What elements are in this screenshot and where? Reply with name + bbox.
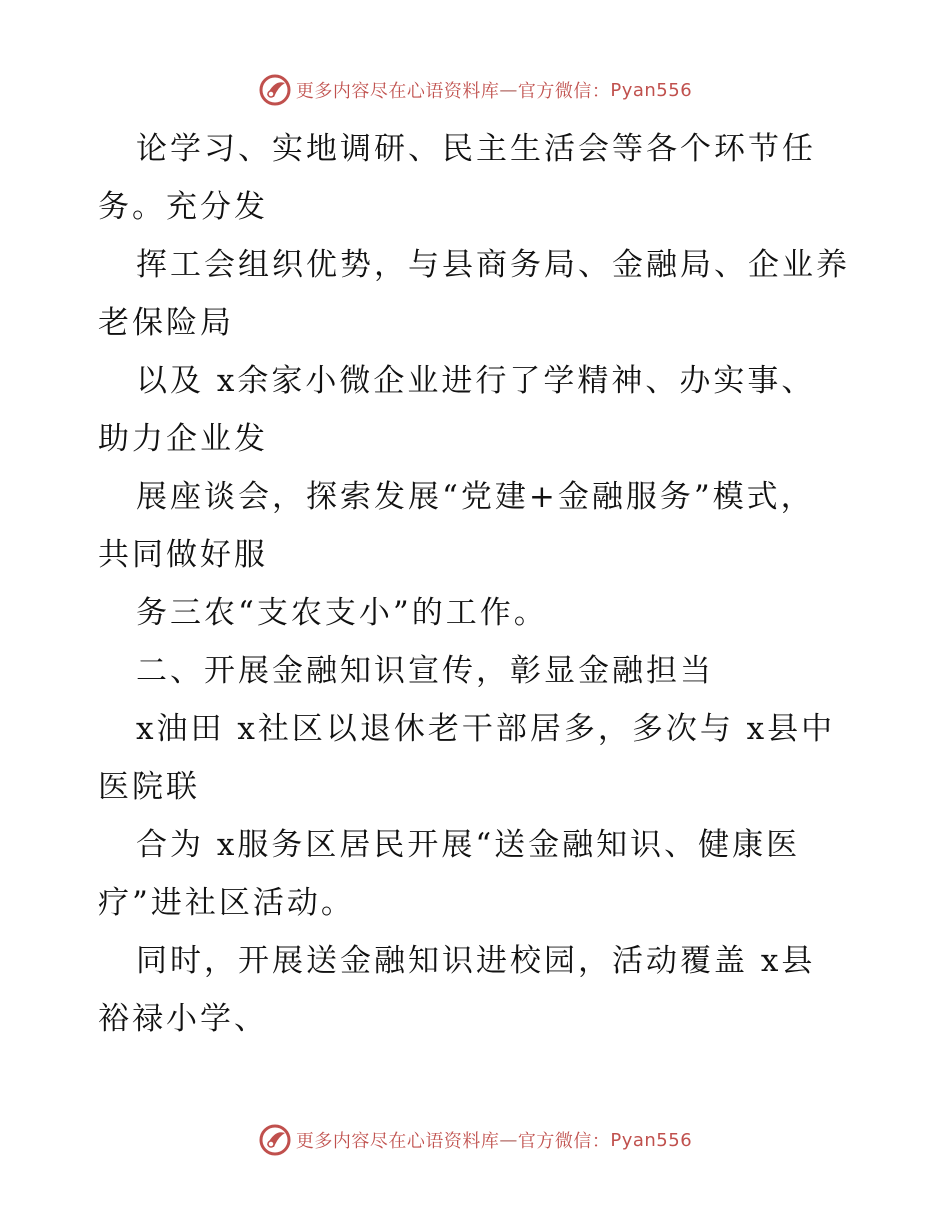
watermark-brand: 更多内容尽在心语资料库	[295, 81, 500, 102]
watermark-separator: —	[499, 79, 518, 101]
brand-logo-icon	[258, 1123, 292, 1157]
watermark-wechat-id: Pyan556	[610, 79, 693, 101]
text-line: 老保险局	[98, 305, 234, 341]
text-line: 以及 x余家小微企业进行了学精神、办实事、	[136, 363, 816, 399]
watermark-separator: —	[499, 1129, 518, 1151]
text-line: 裕禄小学、	[98, 1001, 268, 1037]
watermark-wechat-id: Pyan556	[610, 1129, 693, 1151]
watermark-brand: 更多内容尽在心语资料库	[295, 1131, 500, 1152]
text-line: 二、开展金融知识宣传，彰显金融担当	[136, 653, 714, 689]
text-line: 医院联	[98, 769, 200, 805]
footer-watermark	[0, 1120, 950, 1160]
text-line: 务。充分发	[98, 189, 268, 225]
text-line: 疗”进社区活动。	[98, 885, 355, 921]
text-line: 挥工会组织优势，与县商务局、金融局、企业养	[136, 247, 850, 283]
watermark-wechat-label: 官方微信：	[517, 1131, 611, 1152]
text-line: 论学习、实地调研、民主生活会等各个环节任	[136, 131, 816, 167]
text-line: 助力企业发	[98, 421, 268, 457]
text-line: 展座谈会，探索发展“党建+金融服务”模式，	[136, 479, 815, 515]
text-line: 合为 x服务区居民开展“送金融知识、健康医	[136, 827, 801, 863]
text-line: 同时，开展送金融知识进校园，活动覆盖 x县	[136, 943, 816, 979]
text-line: 务三农“支农支小”的工作。	[136, 595, 548, 631]
brand-logo-icon	[258, 73, 292, 107]
text-line: 共同做好服	[98, 537, 268, 573]
watermark-wechat-label: 官方微信：	[517, 81, 611, 102]
document-body	[98, 120, 868, 1048]
text-line: x油田 x社区以退休老干部居多，多次与 x县中	[136, 711, 836, 747]
header-watermark	[0, 70, 950, 110]
